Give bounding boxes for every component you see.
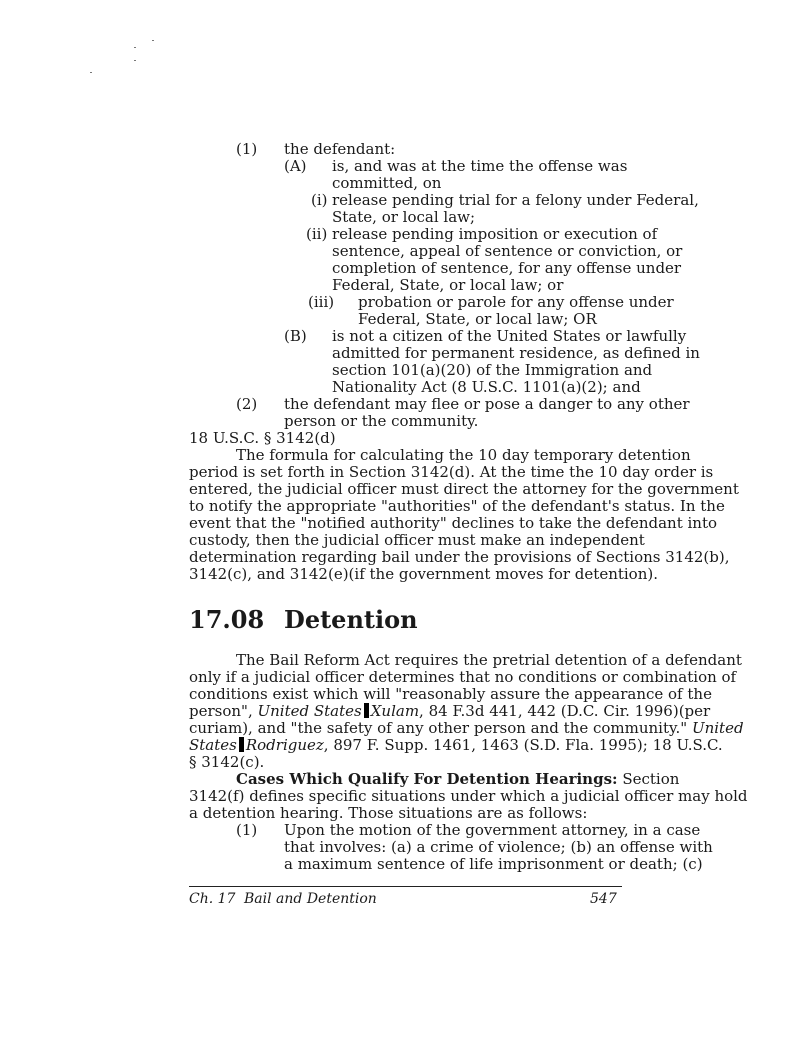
list-item-iii-line: Federal, State, or local law; OR xyxy=(358,310,597,328)
cases-item-1-line: that involves: (a) a crime of violence; (b) an offense with xyxy=(284,838,713,856)
scan-speck xyxy=(134,47,136,48)
scan-speck xyxy=(90,72,92,73)
formula-paragraph-line: 3142(c), and 3142(e)(if the government moves for detention). xyxy=(189,565,658,583)
detention-text: person", xyxy=(189,702,253,720)
list-item-b-number: (B) xyxy=(284,327,307,345)
detention-paragraph-line: § 3142(c). xyxy=(189,753,265,771)
detention-paragraph-line xyxy=(189,737,723,754)
formula-paragraph-line: event that the "notified authority" declines to take the defendant into xyxy=(189,514,718,532)
statute-citation: 18 U.S.C. § 3142(d) xyxy=(189,429,336,447)
formula-paragraph-line: period is set forth in Section 3142(d). At the time the 10 day order is xyxy=(189,463,714,481)
cases-item-1-number: (1) xyxy=(236,821,258,839)
page-number: 547 xyxy=(590,891,617,907)
formula-paragraph-line: custody, then the judicial officer must make an independent xyxy=(189,531,645,549)
formula-paragraph-line: to notify the appropriate "authorities" of the defendant's status. In the xyxy=(189,497,725,515)
footer-rule xyxy=(189,886,622,887)
case-name: United States xyxy=(257,702,362,720)
section-title: Detention xyxy=(284,605,418,634)
cases-item-1-line: a maximum sentence of life imprisonment or death; (c) xyxy=(284,855,703,873)
list-item-b-line: admitted for permanent residence, as defined in xyxy=(332,344,700,362)
list-item-i-number: (i) xyxy=(311,191,328,209)
detention-paragraph-line: The Bail Reform Act requires the pretrial detention of a defendant xyxy=(236,651,742,669)
list-item-1-number: (1) xyxy=(236,140,258,158)
list-item-i-line: State, or local law; xyxy=(332,208,476,226)
list-item-2-line: the defendant may flee or pose a danger to any other xyxy=(284,395,690,413)
list-item-iii-line: probation or parole for any offense under xyxy=(358,293,674,311)
list-item-b-line: section 101(a)(20) of the Immigration and xyxy=(332,361,653,379)
list-item-a-number: (A) xyxy=(284,157,307,175)
list-item-ii-line: Federal, State, or local law; or xyxy=(332,276,564,294)
detention-paragraph-line: only if a judicial officer determines that no conditions or combination of xyxy=(189,668,737,686)
footer-title: Bail and Detention xyxy=(244,891,377,907)
list-item-a-line: committed, on xyxy=(332,174,442,192)
scan-speck xyxy=(152,40,154,41)
cases-run-in-heading: Cases Which Qualify For Detention Hearings: xyxy=(236,770,618,788)
redaction-mark xyxy=(364,703,369,718)
footer-chapter: Ch. 17 xyxy=(189,891,236,907)
cases-item-1-line: Upon the motion of the government attorney, in a case xyxy=(284,821,701,839)
formula-paragraph-line: The formula for calculating the 10 day temporary detention xyxy=(236,446,691,464)
cases-paragraph-line: 3142(f) defines specific situations under which a judicial officer may hold xyxy=(189,787,748,805)
list-item-1-text: the defendant: xyxy=(284,140,396,158)
redaction-mark xyxy=(239,737,244,752)
case-name: United xyxy=(691,719,744,737)
cases-paragraph-line: a detention hearing. Those situations are as follows: xyxy=(189,804,588,822)
case-citation: , 84 F.3d 441, 442 (D.C. Cir. 1996)(per xyxy=(419,702,711,720)
case-citation: , 897 F. Supp. 1461, 1463 (S.D. Fla. 1995); 18 U.S.C. xyxy=(323,736,723,754)
section-number: 17.08 xyxy=(189,605,265,634)
list-item-ii-line: completion of sentence, for any offense under xyxy=(332,259,682,277)
list-item-b-line: Nationality Act (8 U.S.C. 1101(a)(2); and xyxy=(332,378,641,396)
case-name: Rodriguez xyxy=(245,736,324,754)
list-item-a-line: is, and was at the time the offense was xyxy=(332,157,628,175)
list-item-i-line: release pending trial for a felony under Federal, xyxy=(332,191,699,209)
detention-paragraph-line: conditions exist which will "reasonably assure the appearance of the xyxy=(189,685,712,703)
list-item-2-number: (2) xyxy=(236,395,258,413)
detention-paragraph-line xyxy=(189,703,710,720)
list-item-iii-number: (iii) xyxy=(308,293,335,311)
list-item-ii-line: sentence, appeal of sentence or conviction, or xyxy=(332,242,683,260)
list-item-2-line: person or the community. xyxy=(284,412,479,430)
detention-text: curiam), and "the safety of any other person and the community." xyxy=(189,719,688,737)
case-name: States xyxy=(189,736,237,754)
detention-paragraph-line xyxy=(189,720,744,737)
case-name: Xulam xyxy=(370,702,420,720)
cases-text: Section xyxy=(622,770,680,788)
formula-paragraph-line: entered, the judicial officer must direct the attorney for the government xyxy=(189,480,739,498)
list-item-ii-line: release pending imposition or execution of xyxy=(332,225,658,243)
list-item-ii-number: (ii) xyxy=(306,225,328,243)
scan-speck xyxy=(134,60,136,61)
list-item-b-line: is not a citizen of the United States or lawfully xyxy=(332,327,687,345)
formula-paragraph-line: determination regarding bail under the provisions of Sections 3142(b), xyxy=(189,548,730,566)
cases-paragraph-line xyxy=(236,770,680,788)
